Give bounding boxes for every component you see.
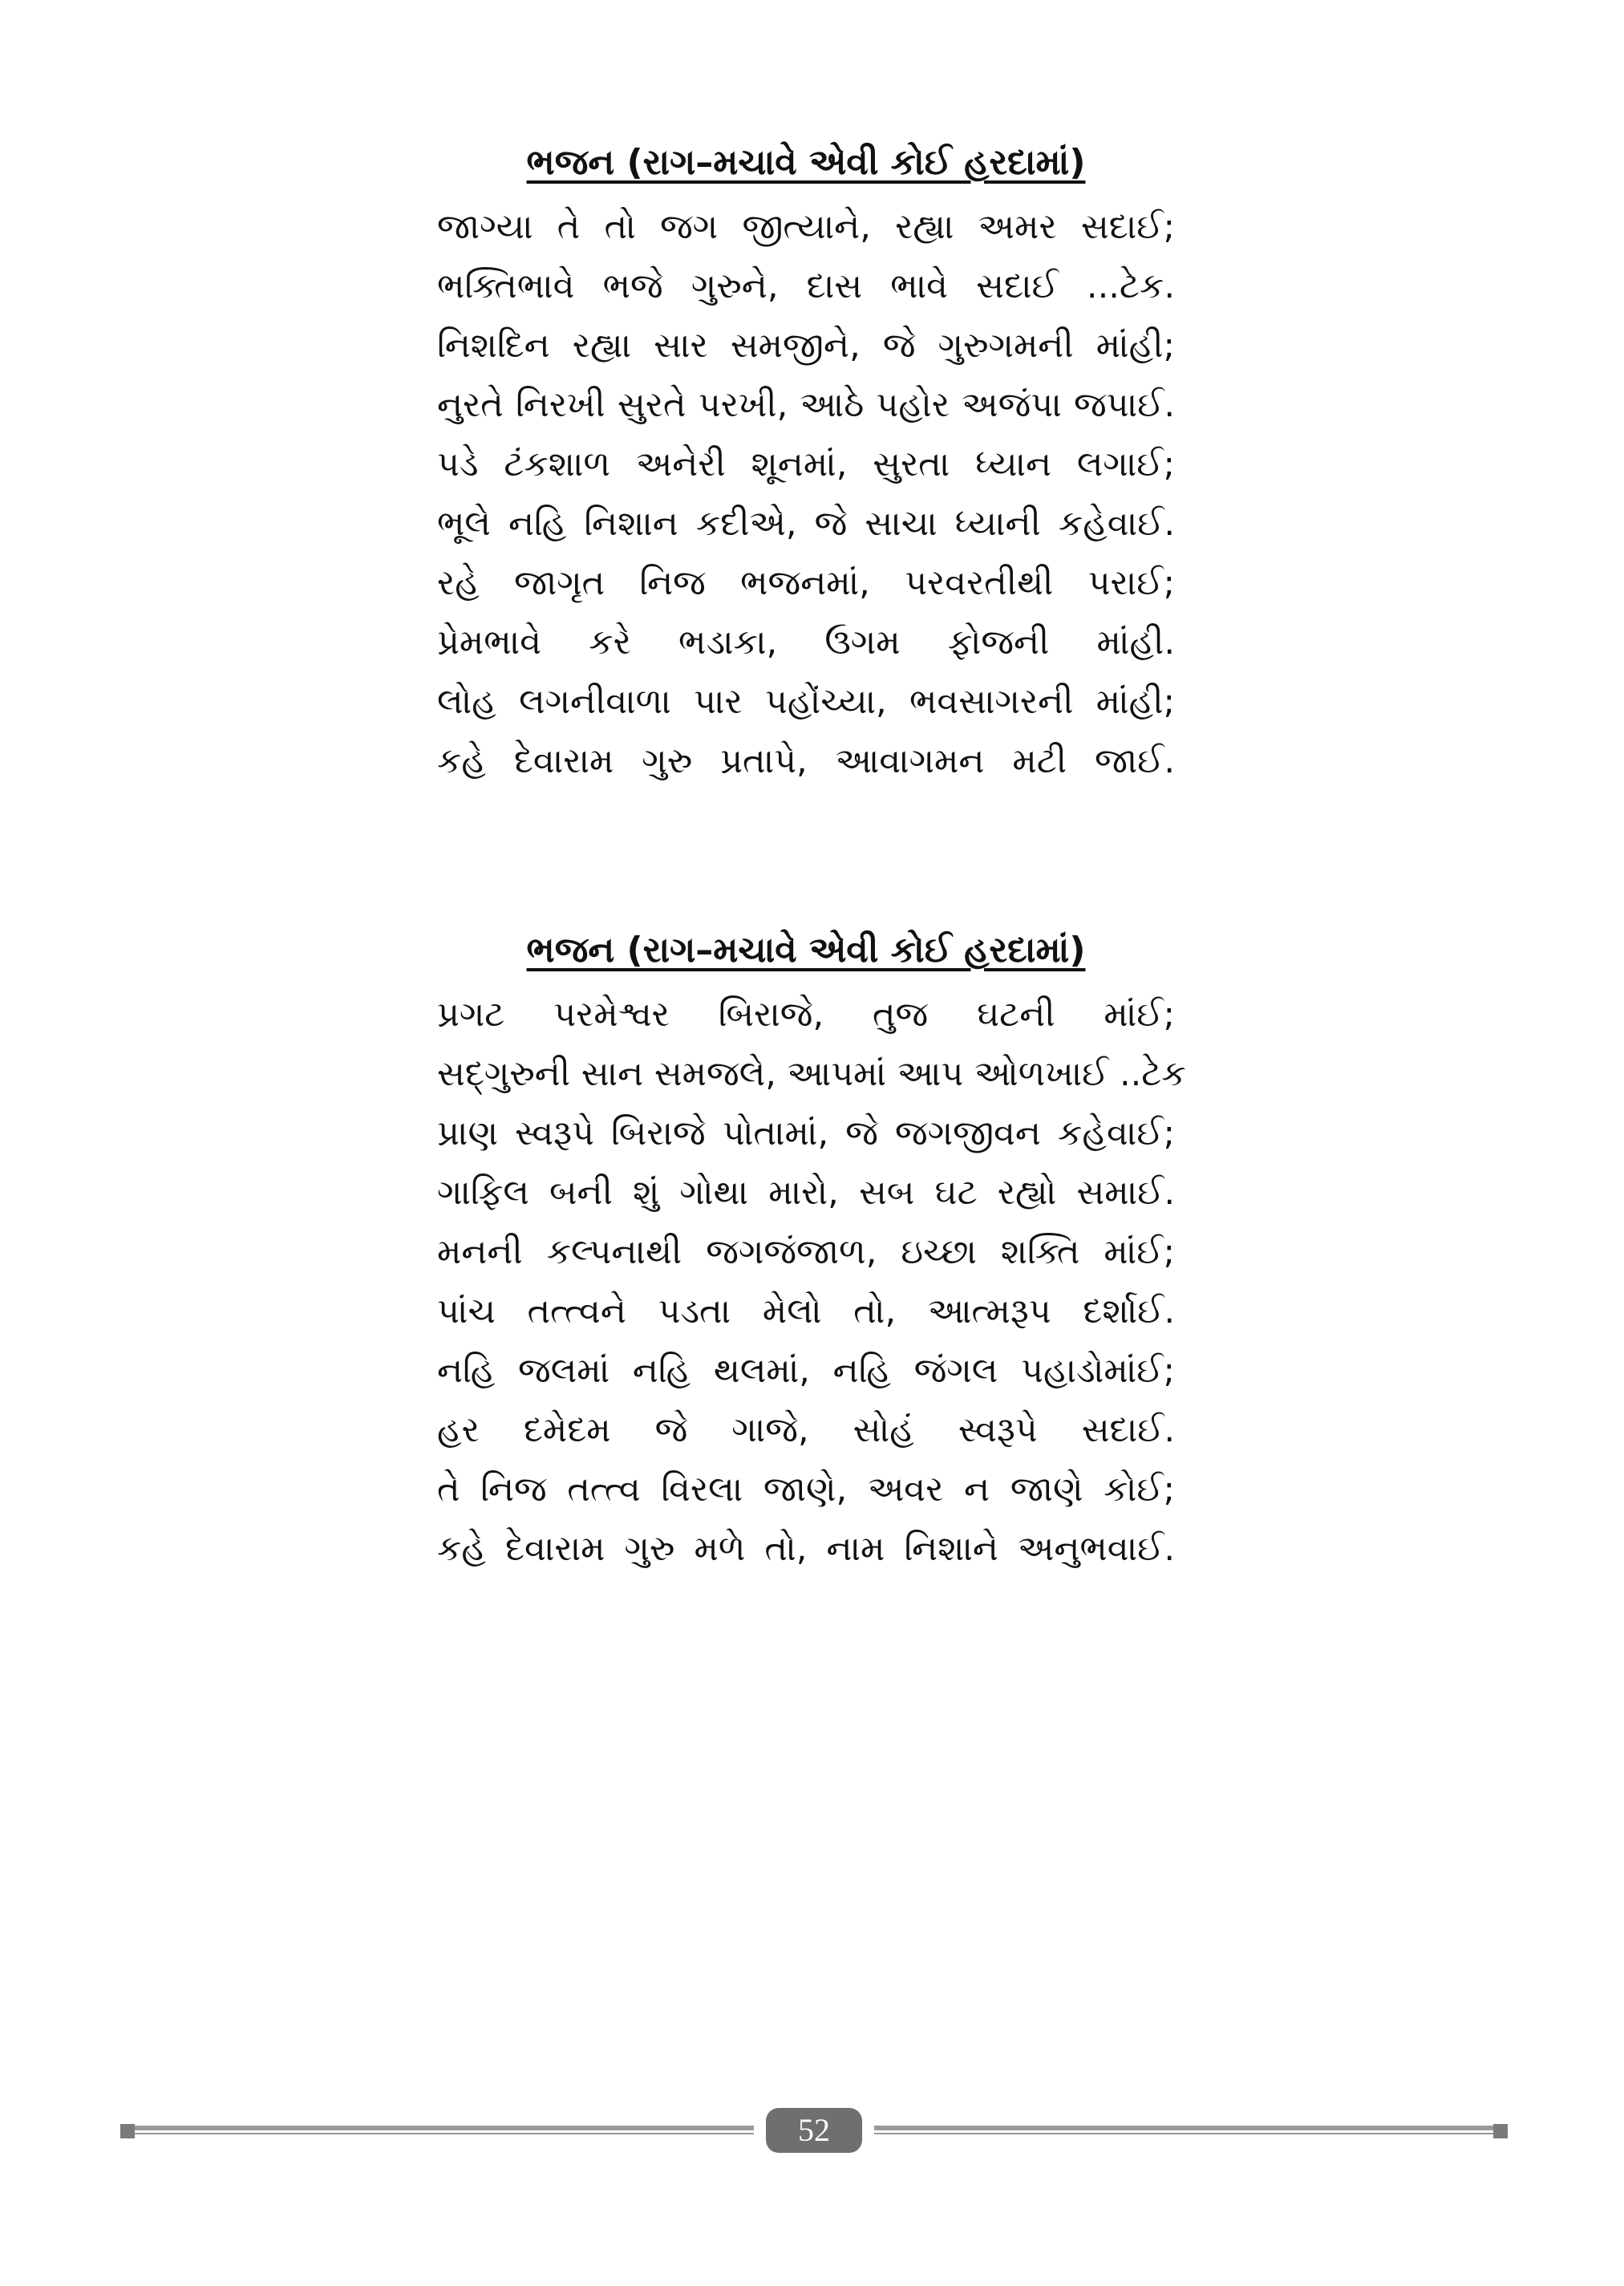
poem-line: પ્રગટ પરમેશ્વર બિરાજે, તુજ ઘટની માંઈ; xyxy=(437,995,1175,1035)
poem-line: સદ્‌ગુરુની સાન સમજલે, આપમાં આપ ઓળખાઈ ..ટેક xyxy=(437,1054,1186,1094)
poem-line: કહે દેવારામ ગુરુ મળે તો, નામ નિશાને અનુભવાઈ. xyxy=(437,1529,1175,1569)
poem-line: નુરતે નિરખી સુરતે પરખી, આઠે પહોર અજંપા જપાઈ. xyxy=(437,385,1175,425)
poem-line: પ્રાણ સ્વરૂપે બિરાજે પોતામાં, જે જગજીવન કહેવાઈ; xyxy=(437,1113,1175,1153)
footer-rule-line xyxy=(874,2133,1508,2134)
footer-rule-left xyxy=(120,2126,754,2137)
bhajan-2 xyxy=(437,922,1186,1579)
bhajan-2-title: ભજન (રાગ–મચાવે એવી કોઈ હરદામાં) xyxy=(526,930,1086,971)
poem-line: મનની કલ્પનાથી જગજંજાળ, ઇચ્છા શક્તિ માંઈ; xyxy=(437,1232,1175,1272)
poem-line: નિશદિન રહ્યા સાર સમજીને, જે ગુરુગમની માંહી; xyxy=(437,326,1175,366)
page-footer xyxy=(120,2108,1508,2153)
poem-line: તે નિજ તત્ત્વ વિરલા જાણે, અવર ન જાણે કોઈ; xyxy=(437,1469,1175,1510)
footer-rule-line xyxy=(874,2126,1508,2130)
poem-line: પડે ટંકશાળ અનેરી શૂનમાં, સુરતા ધ્યાન લગાઈ; xyxy=(437,444,1175,484)
footer-rule-end-square xyxy=(120,2124,135,2138)
footer-rule-line xyxy=(120,2133,754,2134)
poem-line: કહે દેવારામ ગુરુ પ્રતાપે, આવાગમન મટી જાઈ. xyxy=(437,741,1175,781)
poem-line: ભક્તિભાવે ભજે ગુરુને, દાસ ભાવે સદાઈ ...ટેક. xyxy=(437,266,1175,306)
poem-line: ગાફિલ બની શું ગોથા મારો, સબ ઘટ રહ્યો સમાઈ. xyxy=(437,1173,1175,1213)
bhajan-1-title: ભજન (રાગ–મચાવે એવી કોઈ હરદામાં) xyxy=(526,142,1086,183)
page-number-badge: 52 xyxy=(766,2108,862,2153)
footer-rule-end-square xyxy=(1493,2124,1508,2138)
poem-line: પ્રેમભાવે કરે ભડાકા, ઉગમ ફોજની માંહી. xyxy=(437,622,1175,663)
bhajan-1 xyxy=(437,135,1175,791)
poem-line: લોહ લગનીવાળા પાર પહોંચ્યા, ભવસાગરની માંહી; xyxy=(437,682,1175,722)
footer-rule-line xyxy=(120,2126,754,2130)
poem-line: ભૂલે નહિ નિશાન કદીએ, જે સાચા ધ્યાની કહેવાઈ. xyxy=(437,504,1175,544)
poem-line: જાગ્યા તે તો જગ જીત્યાને, રહ્યા અમર સદાઈ; xyxy=(437,207,1175,247)
poem-line: પાંચ તત્ત્વને પડતા મેલો તો, આત્મરૂપ દર્શાઈ. xyxy=(437,1291,1175,1331)
poem-line: નહિ જલમાં નહિ થલમાં, નહિ જંગલ પહાડોમાંઈ; xyxy=(437,1351,1175,1391)
poem-line: રહે જાગૃત નિજ ભજનમાં, પરવરતીથી પરાઈ; xyxy=(437,563,1175,603)
footer-rule-right xyxy=(874,2126,1508,2137)
poem-line: હર દમેદમ જે ગાજે, સોહં સ્વરૂપે સદાઈ. xyxy=(437,1410,1175,1450)
